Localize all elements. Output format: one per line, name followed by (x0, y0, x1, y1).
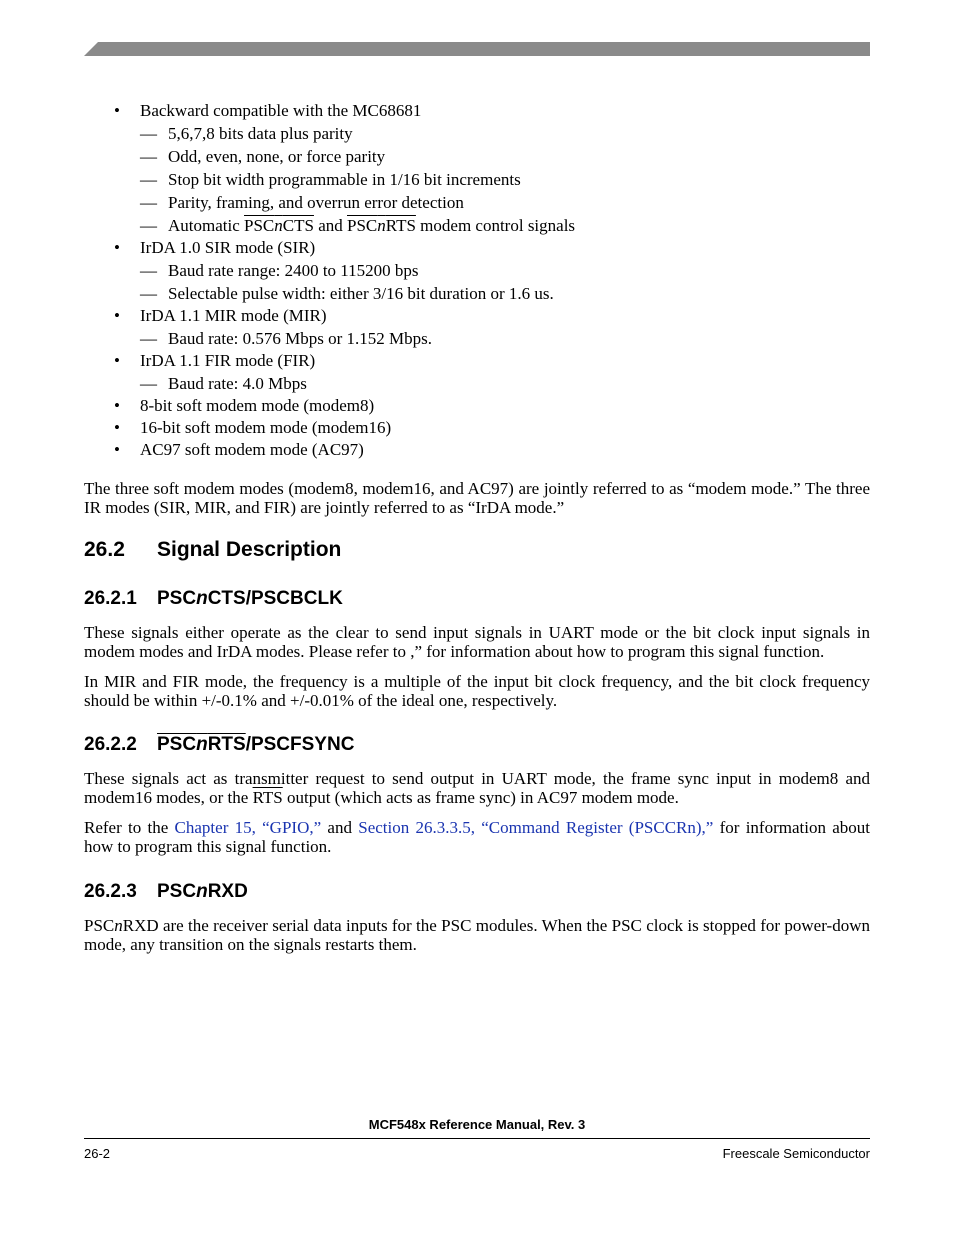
text-run: output (which acts as frame sync) in AC97 modem mode. (282, 788, 679, 807)
list-item-text: Backward compatible with the MC68681 (140, 101, 422, 120)
sub-list (140, 260, 870, 304)
text-run: PSC (244, 216, 275, 235)
text-run: Automatic (168, 216, 245, 235)
list-item (84, 439, 870, 460)
dash-marker: — (140, 329, 157, 348)
list-item (84, 100, 870, 236)
feature-list (84, 100, 870, 460)
text-run: and (313, 216, 347, 235)
overline-signal: $\overline{RTS}$ (252, 788, 283, 807)
text-run: PSC (84, 916, 115, 935)
list-item (84, 237, 870, 304)
section-heading-26-2 (84, 538, 870, 562)
sub-list-item (140, 328, 870, 349)
sub-list-item (140, 260, 870, 281)
sub-list-item (140, 373, 870, 394)
list-item-text: 16-bit soft modem mode (modem16) (140, 418, 392, 437)
section-number: 26.2.1 (84, 588, 137, 609)
bullet-marker: • (114, 418, 120, 437)
overline-signal (244, 216, 314, 235)
section-number: 26.2.2 (84, 734, 137, 755)
dash-marker: — (140, 193, 157, 212)
bullet-marker: • (114, 351, 120, 370)
sub-item-text: 5,6,7,8 bits data plus parity (168, 124, 353, 143)
sub-item-text: Stop bit width programmable in 1/16 bit increments (168, 170, 521, 189)
sub-item-text: Baud rate: 4.0 Mbps (168, 374, 307, 393)
sub-list-item (140, 283, 870, 304)
header-bar (84, 42, 870, 56)
paragraph (84, 769, 870, 807)
footer-title: MCF548x Reference Manual, Rev. 3 (368, 1117, 586, 1132)
sub-list (140, 328, 870, 349)
overline-signal (157, 734, 246, 755)
dash-marker: — (140, 374, 157, 393)
text-run-italic: n (114, 916, 123, 935)
dash-marker: — (140, 124, 157, 143)
paragraph (84, 818, 870, 856)
text-run: for information about how to program this signal function. (84, 818, 871, 856)
footer-company: Freescale Semiconductor (722, 1146, 870, 1161)
bullet-marker: • (114, 101, 120, 120)
list-item (84, 305, 870, 349)
sub-list (140, 123, 870, 236)
list-item-text: IrDA 1.1 MIR mode (MIR) (140, 306, 327, 325)
dash-marker: — (140, 261, 157, 280)
text-run: modem control signals (415, 216, 576, 235)
text-run: RXD are the receiver serial data inputs for the PSC modules. When the PSC clock is stopped for power-down mode, any transition on the signals restarts them. (84, 916, 870, 954)
text-run: CTS (282, 216, 314, 235)
section-heading-26-2-2 (84, 734, 870, 756)
title-run: PSC (157, 588, 197, 609)
link-section-26-3-3-5[interactable]: Section 26.3.3.5, “Command Register (PSCCRn),” (358, 818, 714, 837)
text-run: Refer to the (84, 818, 175, 837)
title-run: PSC (157, 734, 197, 755)
section-title: Signal Description (157, 538, 342, 561)
sub-item-text: Odd, even, none, or force parity (168, 147, 386, 166)
text-run: RTS (385, 216, 416, 235)
sub-item-text: Baud rate: 0.576 Mbps or 1.152 Mbps. (168, 329, 432, 348)
overline-signal (347, 216, 416, 235)
title-run-italic: n (196, 734, 208, 755)
title-run-italic: n (196, 881, 208, 902)
title-run: RTS (207, 734, 246, 755)
paragraph: These signals either operate as the clear to send input signals in UART mode or the bit clock input signals in modem modes and IrDA modes. Please refer to ,” for information about how to program this signal function. (84, 623, 870, 661)
dash-marker: — (140, 170, 157, 189)
footer-page-number: 26-2 (84, 1146, 111, 1161)
list-item (84, 395, 870, 416)
sub-list-item (140, 215, 870, 236)
text-run: These signals act as transmitter request to send output in UART mode, the frame sync input in modem8 and modem16 modes, or the (84, 769, 870, 807)
paragraph: In MIR and FIR mode, the frequency is a multiple of the input bit clock frequency, and the bit clock frequency should be within +/-0.1% and +/-0.01% of the ideal one, respectively. (84, 672, 870, 710)
footer-divider (84, 1138, 870, 1139)
section-number: 26.2.3 (84, 881, 137, 902)
title-run: CTS/PSCBCLK (207, 588, 343, 609)
sub-list-item (140, 192, 870, 213)
sub-list-item (140, 169, 870, 190)
sub-item-text: Parity, framing, and overrun error detection (168, 193, 464, 212)
section-number: 26.2 (84, 538, 125, 561)
title-run: RXD (207, 881, 248, 902)
text-run-italic: n (274, 216, 283, 235)
dash-marker: — (140, 147, 157, 166)
bullet-marker: • (114, 396, 120, 415)
paragraph (84, 916, 870, 954)
sub-item-text: Baud rate range: 2400 to 115200 bps (168, 261, 419, 280)
sub-item-text (168, 216, 575, 235)
bullet-marker: • (114, 238, 120, 257)
list-item-text: IrDA 1.1 FIR mode (FIR) (140, 351, 316, 370)
title-run-italic: n (196, 588, 208, 609)
list-item-text: AC97 soft modem mode (AC97) (140, 440, 364, 459)
list-item-text: 8-bit soft modem mode (modem8) (140, 396, 375, 415)
list-item (84, 417, 870, 438)
text-run-italic: n (377, 216, 386, 235)
sub-list (140, 373, 870, 394)
intro-paragraph: The three soft modem modes (modem8, modem16, and AC97) are jointly referred to as “modem mode.” The three IR modes (SIR, MIR, and FIR) are jointly referred to as “IrDA mode.” (84, 479, 870, 517)
link-chapter-15-gpio[interactable]: Chapter 15, “GPIO,” (174, 818, 322, 837)
dash-marker: — (140, 284, 157, 303)
section-heading-26-2-3 (84, 881, 870, 903)
page-content (84, 100, 870, 954)
dash-marker: — (140, 216, 157, 235)
title-run: /PSCFSYNC (245, 734, 355, 755)
list-item-text: IrDA 1.0 SIR mode (SIR) (140, 238, 316, 257)
sub-list-item (140, 123, 870, 144)
text-run: PSC (347, 216, 378, 235)
sub-item-text: Selectable pulse width: either 3/16 bit duration or 1.6 us. (168, 284, 554, 303)
bullet-marker: • (114, 440, 120, 459)
list-item (84, 350, 870, 394)
sub-list-item (140, 146, 870, 167)
title-run: PSC (157, 881, 197, 902)
bullet-marker: • (114, 306, 120, 325)
text-run: and (321, 818, 359, 837)
section-heading-26-2-1 (84, 588, 870, 610)
